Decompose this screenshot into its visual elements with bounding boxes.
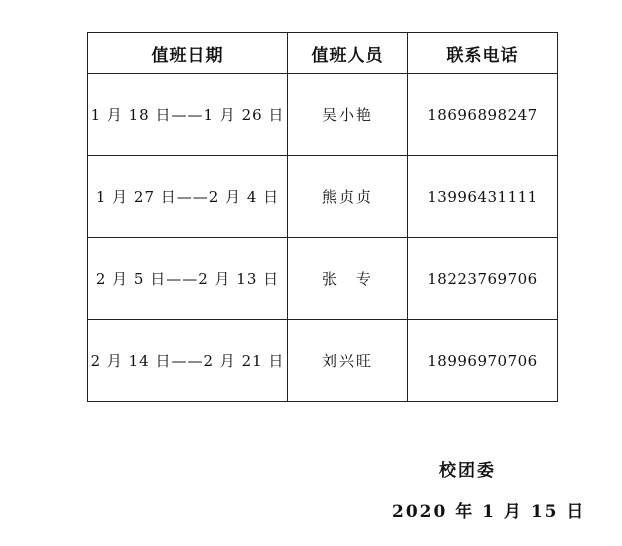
table-row — [88, 156, 558, 238]
duty-person-cell: 熊贞贞 — [288, 156, 408, 238]
header-contact-phone: 联系电话 — [408, 33, 558, 74]
header-duty-date: 值班日期 — [88, 33, 288, 74]
table-header-row — [88, 33, 558, 74]
duty-person-cell: 吴小艳 — [288, 74, 408, 156]
contact-phone-cell: 18223769706 — [408, 238, 558, 320]
header-duty-person: 值班人员 — [288, 33, 408, 74]
signature-date: 2020 年 1 月 15 日 — [392, 502, 586, 522]
contact-phone-cell: 18696898247 — [408, 74, 558, 156]
duty-schedule-table — [87, 32, 558, 402]
duty-date-cell: 1 月 18 日——1 月 26 日 — [88, 74, 288, 156]
duty-date-cell: 2 月 14 日——2 月 21 日 — [88, 320, 288, 402]
signature-organization: 校团委 — [439, 461, 496, 481]
table-row — [88, 238, 558, 320]
contact-phone-cell: 18996970706 — [408, 320, 558, 402]
contact-phone-cell: 13996431111 — [408, 156, 558, 238]
table-row — [88, 74, 558, 156]
duty-date-cell: 1 月 27 日——2 月 4 日 — [88, 156, 288, 238]
duty-person-cell: 刘兴旺 — [288, 320, 408, 402]
duty-person-cell: 张 专 — [288, 238, 408, 320]
table-row — [88, 320, 558, 402]
duty-date-cell: 2 月 5 日——2 月 13 日 — [88, 238, 288, 320]
